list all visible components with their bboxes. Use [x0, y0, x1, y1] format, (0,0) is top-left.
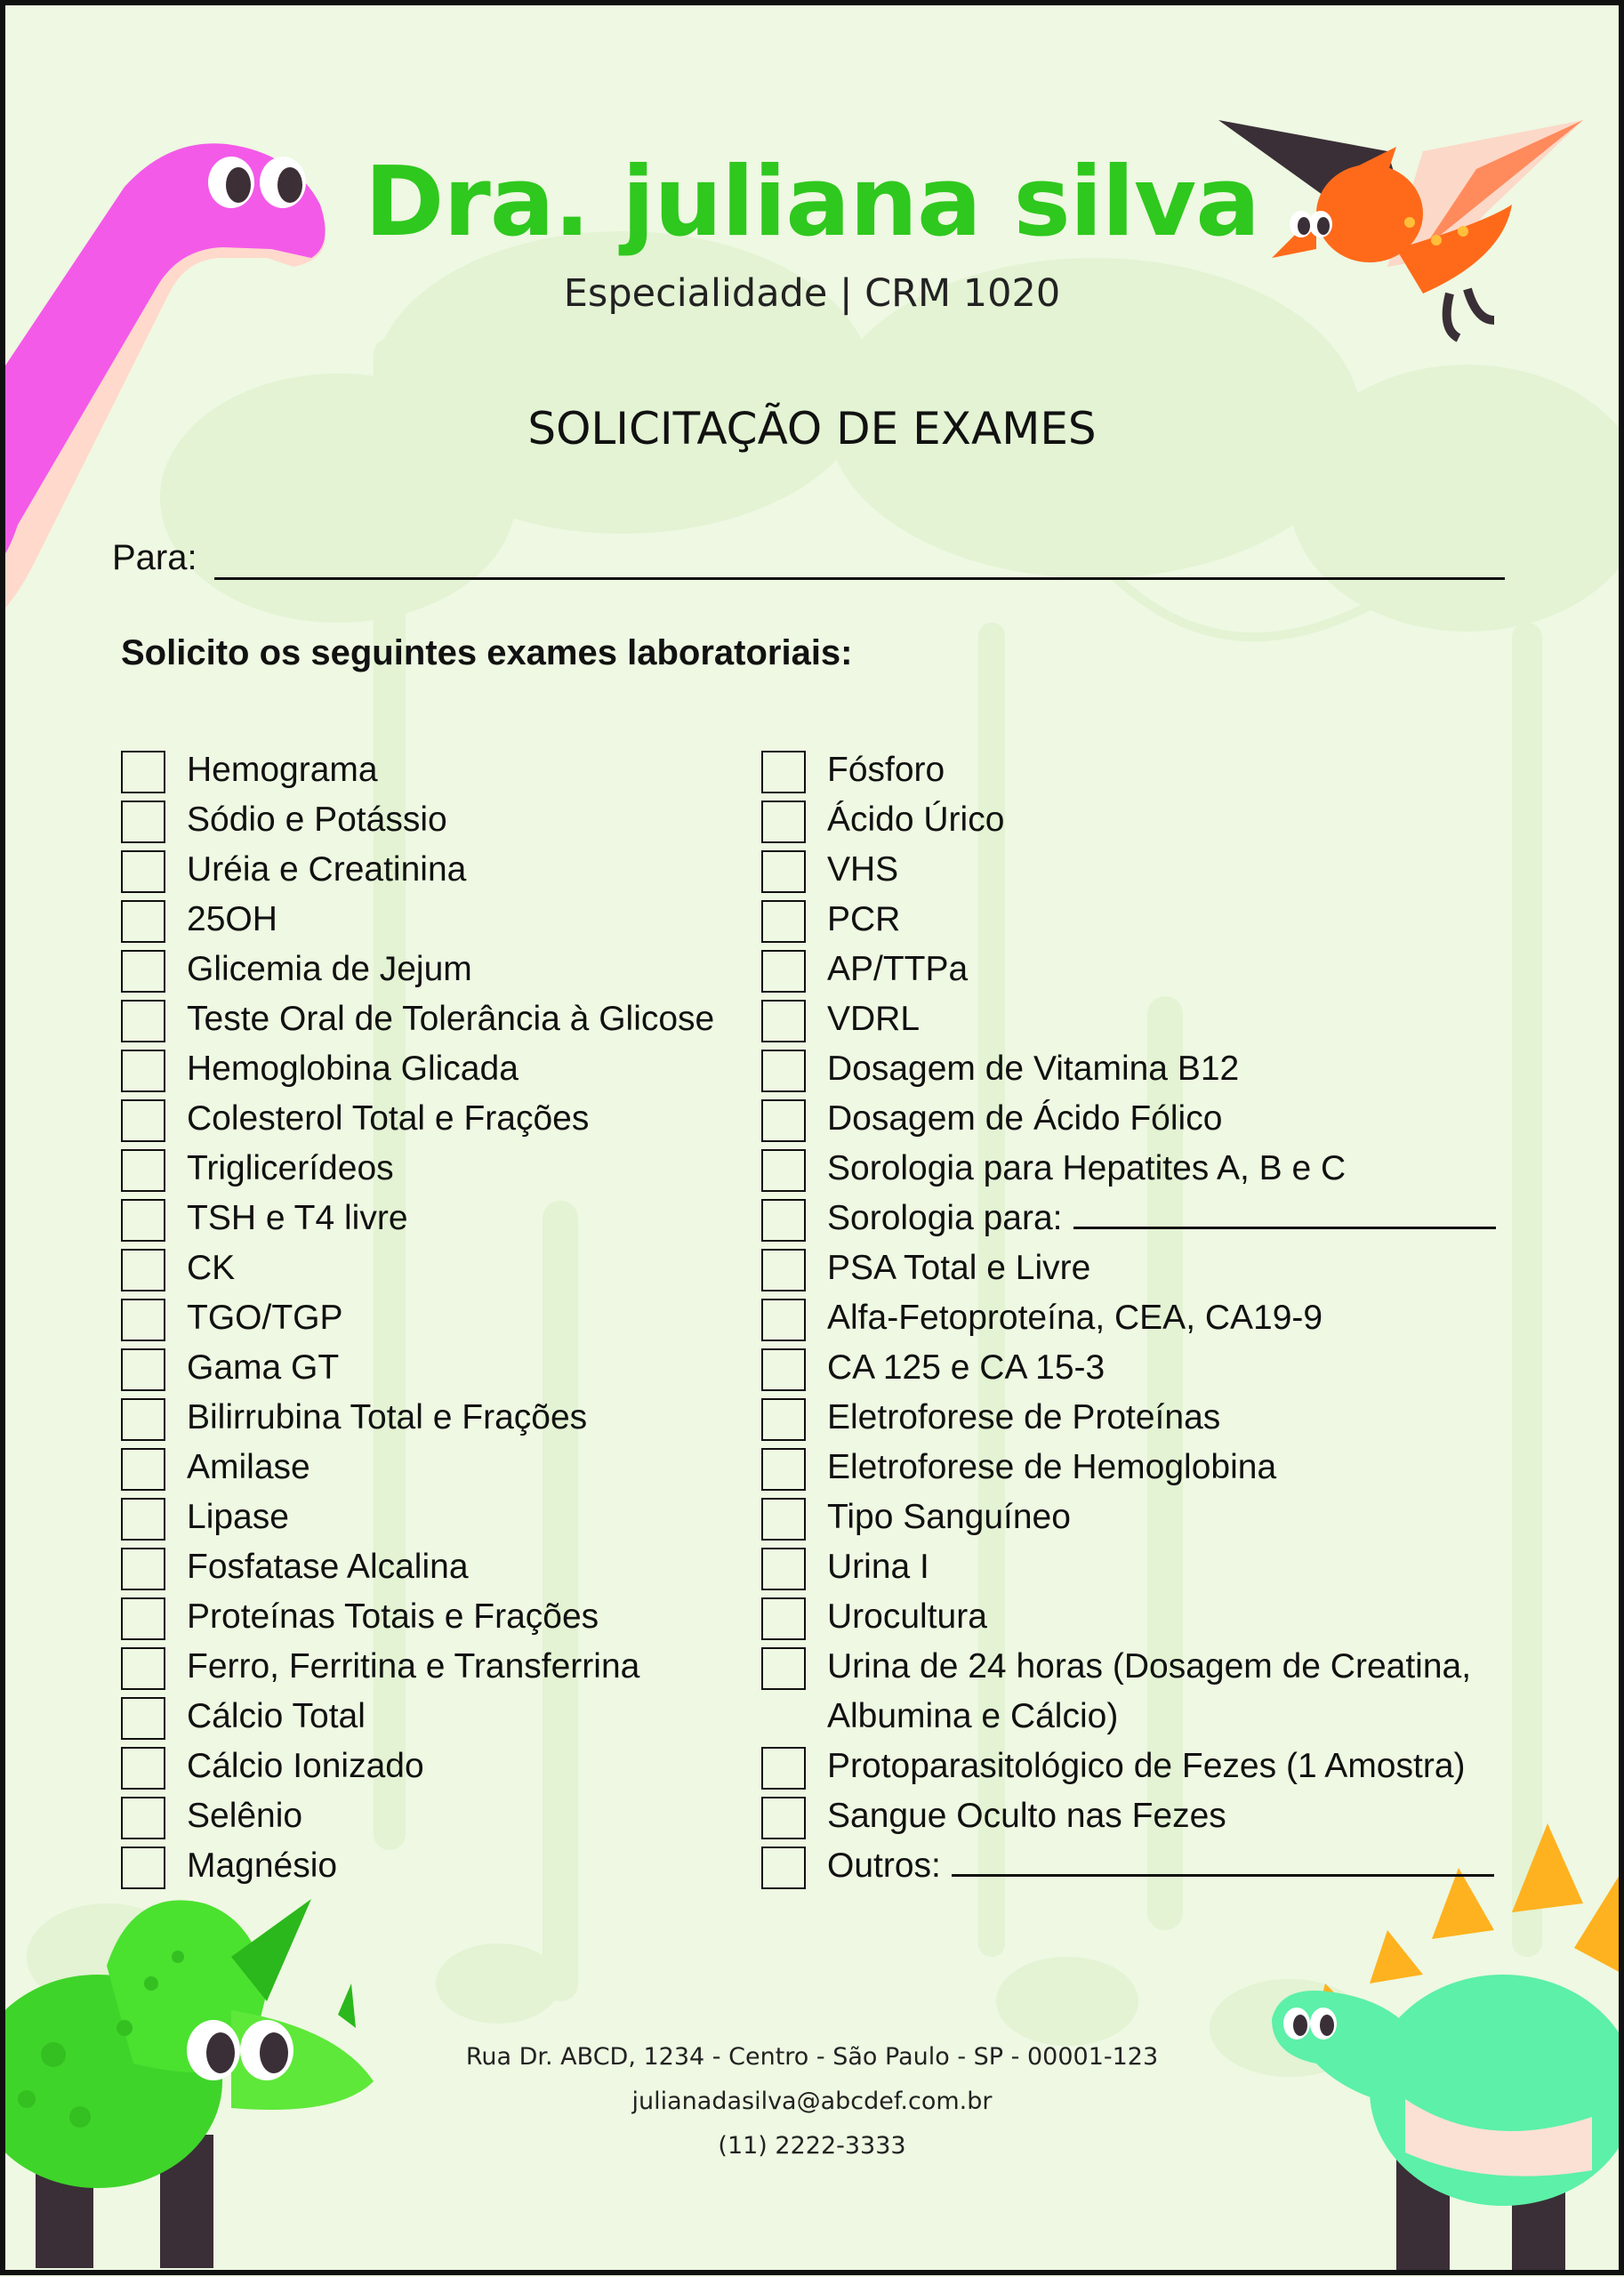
exam-item: [761, 1791, 1526, 1841]
exam-checkbox[interactable]: [121, 1149, 165, 1192]
exam-item: [761, 1841, 1526, 1891]
exam-label: Teste Oral de Tolerância à Glicose: [187, 1000, 715, 1038]
exam-item: [761, 1443, 1526, 1493]
exam-item: [121, 1293, 744, 1343]
exam-label: Alfa-Fetoproteína, CEA, CA19-9: [827, 1299, 1323, 1337]
exam-item: [761, 1343, 1526, 1393]
exam-checkbox[interactable]: [761, 850, 806, 893]
exam-label: Cálcio Total: [187, 1697, 366, 1735]
exam-label: TSH e T4 livre: [187, 1199, 408, 1237]
exam-checkbox[interactable]: [121, 1000, 165, 1042]
exam-item: [121, 1144, 744, 1194]
exam-item: [121, 1542, 744, 1592]
recipient-label: Para:: [112, 538, 197, 577]
exam-item: [121, 1393, 744, 1443]
outros-input-line[interactable]: [952, 1844, 1494, 1877]
exam-item: [121, 945, 744, 994]
exam-checkbox[interactable]: [761, 1149, 806, 1192]
exam-checkbox[interactable]: [121, 1647, 165, 1690]
exam-checkbox[interactable]: [121, 751, 165, 793]
exam-label: Urocultura: [827, 1597, 987, 1636]
exam-item: [121, 994, 744, 1044]
exam-item: [761, 745, 1526, 795]
exam-checkbox[interactable]: [121, 1697, 165, 1740]
exam-checkbox[interactable]: [121, 900, 165, 943]
exam-checkbox[interactable]: [761, 1597, 806, 1640]
exam-checkbox[interactable]: [121, 1448, 165, 1491]
exam-label: AP/TTPa: [827, 950, 969, 988]
exam-label: Fosfatase Alcalina: [187, 1548, 469, 1586]
exam-item: [761, 1542, 1526, 1592]
exam-label: PSA Total e Livre: [827, 1249, 1091, 1287]
exam-item: [121, 1443, 744, 1493]
exam-checkbox[interactable]: [761, 1099, 806, 1142]
sorologia-input-line[interactable]: [1073, 1196, 1496, 1229]
exam-label: Urina de 24 horas (Dosagem de Creatina, Albumina e Cálcio): [827, 1647, 1472, 1735]
exam-label: Cálcio Ionizado: [187, 1747, 424, 1785]
exam-label: Gama GT: [187, 1348, 340, 1387]
exam-checkbox[interactable]: [121, 1249, 165, 1291]
exam-label: Dosagem de Ácido Fólico: [827, 1099, 1223, 1138]
exam-checkbox[interactable]: [761, 950, 806, 993]
exam-label: Amilase: [187, 1448, 310, 1486]
exam-checkbox[interactable]: [121, 1597, 165, 1640]
exam-item: [121, 1841, 744, 1891]
footer-address: Rua Dr. ABCD, 1234 - Centro - São Paulo - SP - 00001-123: [465, 2043, 1159, 2071]
exam-item: [761, 1243, 1526, 1293]
exam-item: [121, 1791, 744, 1841]
specialty-crm: Especialidade | CRM 1020: [563, 271, 1061, 316]
exam-checkbox[interactable]: [761, 900, 806, 943]
exam-item: [121, 1343, 744, 1393]
exam-item: [121, 1742, 744, 1791]
exam-label: Uréia e Creatinina: [187, 850, 467, 889]
exam-label: Hemograma: [187, 751, 378, 789]
exam-item: [761, 795, 1526, 845]
exam-item: [121, 895, 744, 945]
exam-item: [761, 1144, 1526, 1194]
exam-checkbox[interactable]: [761, 1050, 806, 1092]
exam-label: Sorologia para Hepatites A, B e C: [827, 1149, 1347, 1187]
form-title: SOLICITAÇÃO DE EXAMES: [527, 403, 1097, 455]
exam-label: Urina I: [827, 1548, 929, 1586]
exam-item: [121, 845, 744, 895]
exam-label: Glicemia de Jejum: [187, 950, 472, 988]
recipient-row: [112, 534, 1505, 587]
exam-label: Sangue Oculto nas Fezes: [827, 1797, 1226, 1835]
exam-checkbox[interactable]: [761, 751, 806, 793]
recipient-input-line[interactable]: [214, 577, 1505, 580]
exam-label: Bilirrubina Total e Frações: [187, 1398, 588, 1436]
exam-list-left: [121, 745, 744, 1891]
exam-label: Dosagem de Vitamina B12: [827, 1050, 1240, 1088]
exam-checkbox[interactable]: [761, 1448, 806, 1491]
exam-item: [761, 1493, 1526, 1542]
exam-checkbox[interactable]: [761, 1000, 806, 1042]
exam-checkbox[interactable]: [761, 1299, 806, 1341]
exam-checkbox[interactable]: [121, 1050, 165, 1092]
exam-label: Sorologia para:: [827, 1194, 1496, 1243]
exam-item: [761, 1094, 1526, 1144]
exam-checkbox[interactable]: [761, 1847, 806, 1889]
exam-label: TGO/TGP: [187, 1299, 343, 1337]
exam-label: Ácido Úrico: [827, 801, 1005, 839]
exam-item: [121, 1044, 744, 1094]
exam-label: Outros:: [827, 1841, 1494, 1891]
exam-label: Colesterol Total e Frações: [187, 1099, 590, 1138]
exam-label: Eletroforese de Hemoglobina: [827, 1448, 1277, 1486]
exam-label: Eletroforese de Proteínas: [827, 1398, 1221, 1436]
exam-checkbox[interactable]: [121, 1747, 165, 1790]
doctor-name: Dra. juliana silva: [364, 147, 1260, 258]
footer-email: julianadasilva@abcdef.com.br: [631, 2088, 993, 2115]
exam-checkbox[interactable]: [761, 1647, 806, 1690]
exam-item: [121, 1094, 744, 1144]
exam-item: [121, 745, 744, 795]
exam-item: [121, 1692, 744, 1742]
exam-label: VDRL: [827, 1000, 921, 1038]
exam-item: [761, 945, 1526, 994]
exam-item: [761, 994, 1526, 1044]
exam-checkbox[interactable]: [761, 1398, 806, 1441]
exam-label: Protoparasitológico de Fezes (1 Amostra): [827, 1747, 1466, 1785]
exam-item: [761, 1194, 1526, 1243]
exam-checkbox[interactable]: [121, 1199, 165, 1242]
exam-label: CK: [187, 1249, 236, 1287]
exam-label: VHS: [827, 850, 899, 889]
exam-checkbox[interactable]: [761, 1498, 806, 1541]
exam-item: [121, 1592, 744, 1642]
exam-label: Triglicerídeos: [187, 1149, 394, 1187]
exam-checkbox[interactable]: [121, 1299, 165, 1341]
exam-label: Hemoglobina Glicada: [187, 1050, 519, 1088]
exam-item: [121, 1493, 744, 1542]
exam-checkbox[interactable]: [121, 1548, 165, 1590]
exam-label: 25OH: [187, 900, 277, 938]
exam-item: [121, 795, 744, 845]
exam-item: [761, 1592, 1526, 1642]
exam-item: [121, 1642, 744, 1692]
exam-checkbox[interactable]: [121, 1099, 165, 1142]
exam-label: Tipo Sanguíneo: [827, 1498, 1071, 1536]
exam-label: Proteínas Totais e Frações: [187, 1597, 599, 1636]
exam-checkbox[interactable]: [121, 1348, 165, 1391]
exam-label: PCR: [827, 900, 901, 938]
exam-list-right: [761, 745, 1526, 1891]
exam-item: [761, 1044, 1526, 1094]
exam-item: [761, 1742, 1526, 1791]
exam-checkbox[interactable]: [761, 1199, 806, 1242]
exam-checkbox[interactable]: [761, 1548, 806, 1590]
exam-item: [121, 1194, 744, 1243]
request-heading: Solicito os seguintes exames laboratoriais:: [121, 633, 853, 672]
exam-item: [761, 1393, 1526, 1443]
exam-item: [761, 1642, 1526, 1742]
exam-checkbox[interactable]: [121, 1797, 165, 1839]
exam-item: [121, 1243, 744, 1293]
exam-item: [761, 845, 1526, 895]
exam-item: [761, 895, 1526, 945]
exam-label: Selênio: [187, 1797, 303, 1835]
exam-checkbox[interactable]: [761, 1797, 806, 1839]
exam-checkbox[interactable]: [761, 1348, 806, 1391]
exam-checkbox[interactable]: [761, 1249, 806, 1291]
exam-item: [761, 1293, 1526, 1343]
exam-label: Magnésio: [187, 1847, 338, 1885]
footer-phone: (11) 2222-3333: [718, 2132, 906, 2160]
exam-checkbox[interactable]: [761, 1747, 806, 1790]
exam-checkbox[interactable]: [121, 850, 165, 893]
exam-checkbox[interactable]: [121, 1847, 165, 1889]
exam-label: Lipase: [187, 1498, 289, 1536]
exam-label: Sódio e Potássio: [187, 801, 447, 839]
exam-checkbox[interactable]: [121, 1498, 165, 1541]
exam-checkbox[interactable]: [121, 801, 165, 843]
exam-checkbox[interactable]: [121, 950, 165, 993]
exam-label: Fósforo: [827, 751, 945, 789]
exam-checkbox[interactable]: [761, 801, 806, 843]
exam-checkbox[interactable]: [121, 1398, 165, 1441]
exam-label: CA 125 e CA 15-3: [827, 1348, 1105, 1387]
exam-label: Ferro, Ferritina e Transferrina: [187, 1647, 640, 1686]
